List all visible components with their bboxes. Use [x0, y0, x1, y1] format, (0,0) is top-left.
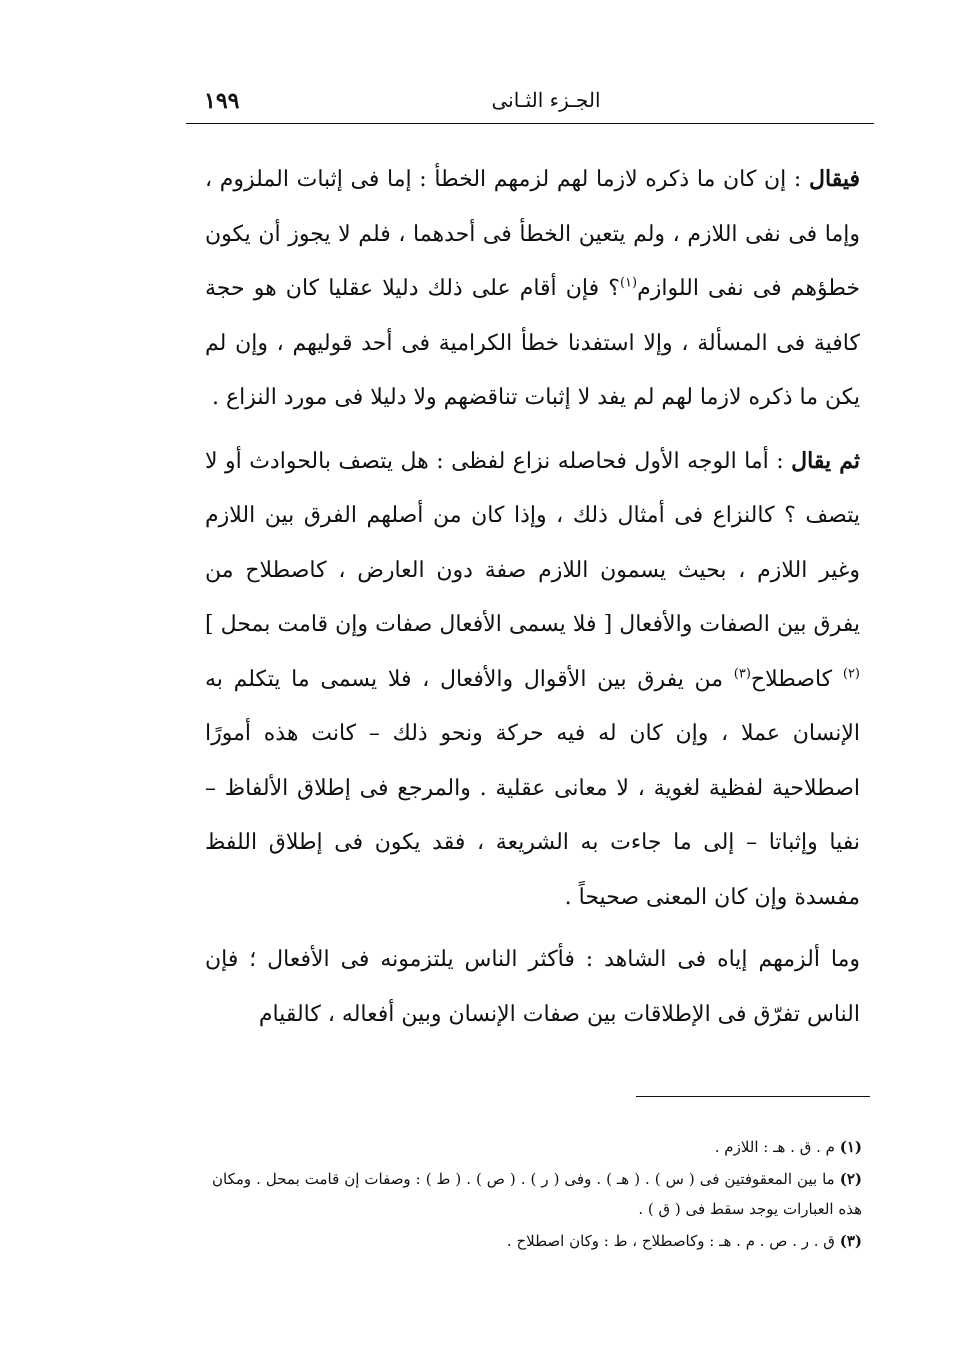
- main-text: [205, 152, 860, 1042]
- footnote: [212, 1226, 862, 1256]
- paragraph-text: كاصطلاح: [750, 666, 843, 692]
- footnote-marker: (١): [619, 275, 638, 291]
- footnote-marker: (٢): [842, 666, 860, 682]
- footnote-number: (١): [839, 1138, 862, 1156]
- footnote-rule: [636, 1096, 870, 1097]
- footnote-marker: (٣): [733, 666, 751, 682]
- lead-word: فيقال: [809, 166, 860, 192]
- page-number: ١٩٩: [204, 88, 240, 114]
- footnote-text: ما بين المعقوفتين فى ( س ) . ( هـ ) . وفى ( ر ) . ( ص ) . ( ط ) : وصفات إن قامت بمحل . ومكان هذه العبارات يوجد سقط فى ( ق ) .: [212, 1170, 862, 1218]
- footnote-number: (٢): [839, 1170, 862, 1188]
- paragraph: [205, 933, 860, 1042]
- page-header: [186, 80, 870, 120]
- footnotes: [212, 1132, 862, 1258]
- paragraph-text: : إن كان ما ذكره لازما لهم لزمهم الخطأ : إما فى إثبات الملزوم ، وإما فى نفى اللازم ، ولم يتعين الخطأ فى أحدهما ، فلم لا يجوز أن يكون خطؤهم فى نفى اللوازم: [205, 167, 861, 301]
- running-title: الجـزء الثـانى: [491, 88, 601, 112]
- paragraph-text: من يفرق بين الأقوال والأفعال ، فلا يسمى ما يتكلم به الإنسان عملا ، وإن كان له فيه حركة ونحو ذلك – كانت هذه أمورًا اصطلاحية لفظية لغوية ، لا معانى عقلية . والمرجع فى إطلاق الألفاظ – نفيا وإثباتا – إلى ما جاءت به الشريعة ، فقد يكون فى إطلاق اللفظ مفسدة وإن كان المعنى صحيحاً .: [205, 666, 860, 910]
- header-rule: [186, 123, 874, 124]
- footnote-number: (٣): [839, 1232, 862, 1250]
- footnote: [212, 1132, 862, 1162]
- footnote: [212, 1164, 862, 1224]
- paragraph: [205, 152, 860, 426]
- paragraph-text: ؟ فإن أقام على ذلك دليلا عقليا كان هو حجة كافية فى المسألة ، وإلا استفدنا خطأ الكرامية فى أحد قوليهم ، وإن لم يكن ما ذكره لازما لهم لم يفد لا إثبات تناقضهم ولا دليلا فى مورد النزاع .: [205, 276, 860, 410]
- lead-word: ثم يقال: [791, 447, 860, 474]
- footnote-text: م . ق . هـ : اللازم .: [714, 1138, 835, 1156]
- footnote-text: ق . ر . ص . م . هـ : وكاصطلاح ، ط : وكان اصطلاح .: [506, 1232, 835, 1250]
- paragraph-text: : أما الوجه الأول فحاصله نزاع لفظى : هل يتصف بالحوادث أو لا يتصف ؟ كالنزاع فى أمثال ذلك ، وإذا كان من أصلهم الفرق بين اللازم وغير اللازم ، بحيث يسمون اللازم صفة دون العارض ، كاصطلاح من يفرق بين الصفات والأفعال [ فلا يسمى الأفعال صفات وإن قامت بمحل ]: [205, 448, 860, 637]
- paragraph-text: وما ألزمهم إياه فى الشاهد : فأكثر الناس يلتزمونه فى الأفعال ؛ فإن الناس تفرّق فى الإطلاقات بين صفات الإنسان وبين أفعاله ، كالقيام: [205, 947, 860, 1027]
- paragraph: [205, 434, 860, 926]
